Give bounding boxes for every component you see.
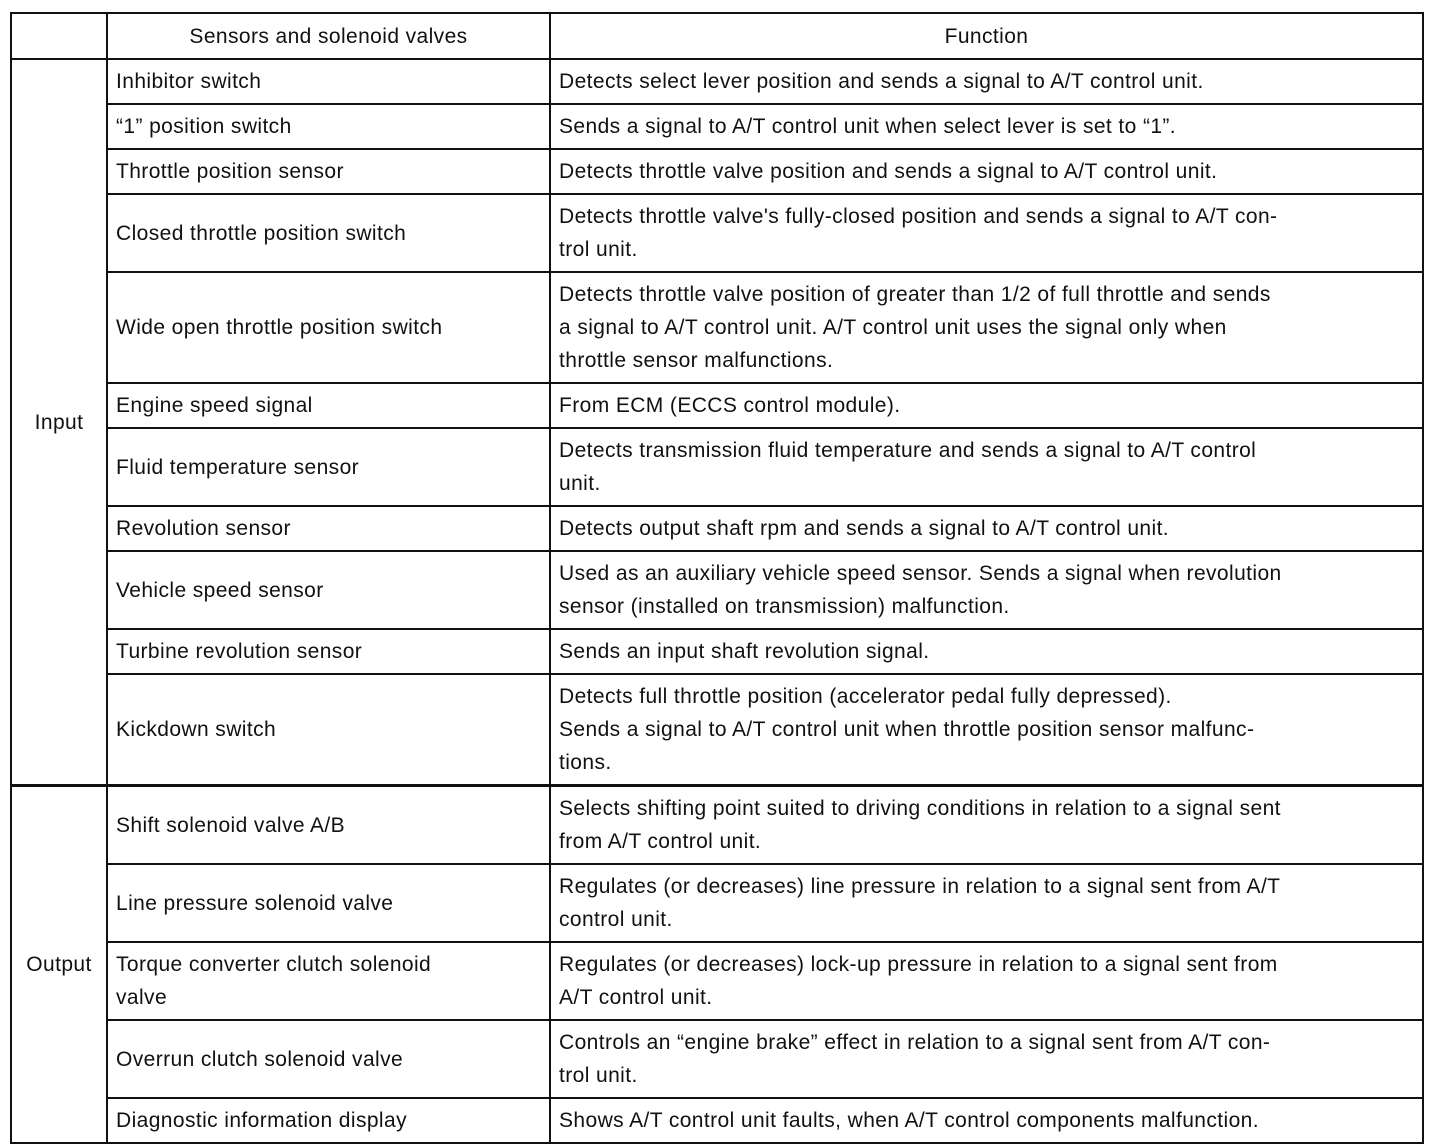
component-cell: Diagnostic information display <box>107 1098 550 1143</box>
header-component: Sensors and solenoid valves <box>107 13 550 59</box>
table-row <box>11 786 1423 865</box>
function-cell: Regulates (or decreases) lock-up pressure in relation to a signal sent from A/T control unit. <box>550 942 1423 1020</box>
table-row <box>11 942 1423 1020</box>
function-cell: Sends a signal to A/T control unit when select lever is set to “1”. <box>550 104 1423 149</box>
component-cell: “1” position switch <box>107 104 550 149</box>
function-cell: Detects transmission fluid temperature and sends a signal to A/T control unit. <box>550 428 1423 506</box>
function-cell: Detects select lever position and sends a signal to A/T control unit. <box>550 59 1423 104</box>
function-cell: Detects throttle valve's fully-closed position and sends a signal to A/T con- trol unit. <box>550 194 1423 272</box>
component-cell: Vehicle speed sensor <box>107 551 550 629</box>
table-row <box>11 428 1423 506</box>
function-cell: Detects throttle valve position and sends a signal to A/T control unit. <box>550 149 1423 194</box>
component-cell: Shift solenoid valve A/B <box>107 786 550 865</box>
table-row <box>11 149 1423 194</box>
component-cell: Overrun clutch solenoid valve <box>107 1020 550 1098</box>
function-cell: Detects throttle valve position of greater than 1/2 of full throttle and sends a signal to A/T control unit. A/T control unit uses the signal only when throttle sensor malfunctions. <box>550 272 1423 383</box>
group-input: Input <box>11 59 107 786</box>
component-cell: Inhibitor switch <box>107 59 550 104</box>
component-cell: Turbine revolution sensor <box>107 629 550 674</box>
table-row <box>11 551 1423 629</box>
component-cell: Engine speed signal <box>107 383 550 428</box>
component-cell: Throttle position sensor <box>107 149 550 194</box>
header-row <box>11 13 1423 59</box>
component-cell: Torque converter clutch solenoid valve <box>107 942 550 1020</box>
function-cell: Regulates (or decreases) line pressure in relation to a signal sent from A/T control unit. <box>550 864 1423 942</box>
table-row <box>11 59 1423 104</box>
function-cell: Used as an auxiliary vehicle speed sensor. Sends a signal when revolution sensor (installed on transmission) malfunction. <box>550 551 1423 629</box>
group-output: Output <box>11 786 107 1144</box>
header-function: Function <box>550 13 1423 59</box>
component-cell: Wide open throttle position switch <box>107 272 550 383</box>
table-row <box>11 194 1423 272</box>
table-row <box>11 272 1423 383</box>
component-cell: Kickdown switch <box>107 674 550 786</box>
table-row <box>11 674 1423 786</box>
table-row <box>11 506 1423 551</box>
function-cell: Detects full throttle position (accelerator pedal fully depressed). Sends a signal to A/T control unit when throttle position sensor malfunc- tions. <box>550 674 1423 786</box>
component-cell: Line pressure solenoid valve <box>107 864 550 942</box>
table-row <box>11 1020 1423 1098</box>
function-cell: Sends an input shaft revolution signal. <box>550 629 1423 674</box>
function-cell: Controls an “engine brake” effect in relation to a signal sent from A/T con- trol unit. <box>550 1020 1423 1098</box>
component-cell: Revolution sensor <box>107 506 550 551</box>
table-row <box>11 1098 1423 1143</box>
function-cell: From ECM (ECCS control module). <box>550 383 1423 428</box>
table-row <box>11 104 1423 149</box>
table-row <box>11 383 1423 428</box>
component-cell: Fluid temperature sensor <box>107 428 550 506</box>
table-row <box>11 864 1423 942</box>
components-function-table <box>10 12 1424 1144</box>
header-group <box>11 13 107 59</box>
function-cell: Selects shifting point suited to driving conditions in relation to a signal sent from A/T control unit. <box>550 786 1423 865</box>
function-cell: Detects output shaft rpm and sends a signal to A/T control unit. <box>550 506 1423 551</box>
table-row <box>11 629 1423 674</box>
component-cell: Closed throttle position switch <box>107 194 550 272</box>
function-cell: Shows A/T control unit faults, when A/T control components malfunction. <box>550 1098 1423 1143</box>
